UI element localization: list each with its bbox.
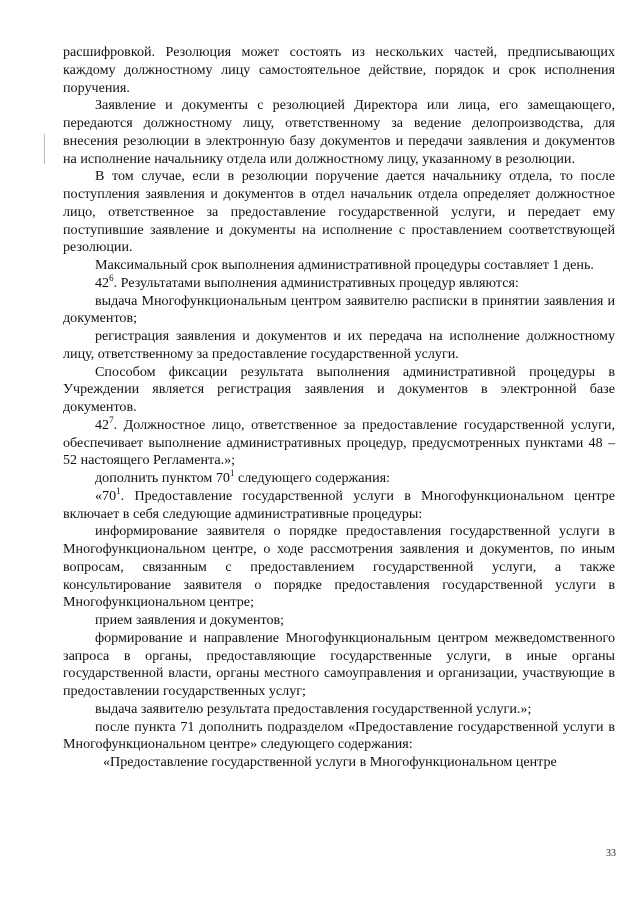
margin-mark: [44, 134, 45, 164]
paragraph-text: . Должностное лицо, ответственное за предоставление государственной услуги, обеспечивает выполнение административных процедур, предусмотренных пунктами 48 – 52 настоящего Регламента.»;: [63, 416, 615, 469]
superscript: 6: [109, 272, 114, 283]
paragraph-42-7: [63, 414, 615, 470]
paragraph: прием заявления и документов;: [95, 612, 285, 628]
paragraph: В том случае, если в резолюции поручение дается начальнику отдела, то после поступления заявления и документов в отдел начальник отдела определяет должностное лицо, ответственное за предоставление государственной услуги, и передает ему поступившие заявление и документы на исполнение с проставлением соответствующей резолюции.: [63, 168, 615, 256]
paragraph-add-70-1: [63, 470, 615, 488]
page-number: 33: [606, 848, 616, 859]
paragraph-prefix: 42: [95, 416, 110, 433]
paragraph: Заявление и документы с резолюцией Директора или лица, его замещающего, передаются должностному лицу, ответственному за ведение делопроизводства, для внесения резолюции в электронную базу документов и передачи заявления и документов на исполнение начальнику отдела или должностному лицу, указанному в резолюции.: [63, 97, 615, 167]
superscript: 1: [116, 485, 121, 496]
superscript: 7: [109, 414, 114, 425]
paragraph-prefix: «70: [95, 487, 117, 504]
paragraph: информирование заявителя о порядке предоставления государственной услуги в Многофункциональном центре, о ходе рассмотрения заявления и документов, по иным вопросам, связанным с предоставлением государственной услуги, а также консультирование заявителя о порядке предоставления государственной услуги в Многофункциональном центре;: [63, 523, 615, 611]
document-body: [63, 44, 615, 772]
paragraph-42-6: [63, 272, 615, 293]
paragraph: Максимальный срок выполнения административной процедуры составляет 1 день.: [95, 257, 594, 273]
paragraph: после пункта 71 дополнить подразделом «Предоставление государственной услуги в Многофункциональном центре» следующего содержания:: [63, 718, 615, 753]
paragraph-70-1: [63, 485, 615, 524]
paragraph-section-heading: «Предоставление государственной услуги в Многофункциональном центре: [103, 754, 557, 770]
paragraph-prefix: 42: [95, 274, 110, 291]
paragraph: выдача Многофункциональным центром заявителю расписки в принятии заявления и документов;: [63, 292, 615, 327]
paragraph: регистрация заявления и документов и их передача на исполнение должностному лицу, ответственному за предоставление государственной услуги.: [63, 328, 615, 362]
paragraph-text: . Результатами выполнения административных процедур являются:: [113, 274, 519, 291]
superscript: 1: [229, 468, 235, 478]
paragraph-prefix: дополнить пунктом 70: [95, 470, 230, 486]
paragraph-text: . Предоставление государственной услуги в Многофункциональном центре включает в себя следующие административные процедуры:: [63, 487, 615, 522]
paragraph: выдача заявителю результата предоставления государственной услуги.»;: [95, 700, 532, 717]
paragraph-text: следующего содержания:: [234, 470, 391, 486]
paragraph: Способом фиксации результата выполнения административной процедуры в Учреждении является регистрация заявления и документов в электронной базе документов.: [63, 363, 615, 415]
paragraph: расшифровкой. Резолюция может состоять из нескольких частей, предписывающих каждому должностному лицу самостоятельное действие, порядок и срок исполнения поручения.: [63, 44, 615, 96]
paragraph: формирование и направление Многофункциональным центром межведомственного запроса в органы, предоставляющие государственные услуги, в иные органы государственной власти, органы местного самоуправления и организации, участвующие в предоставлении государственных услуг;: [63, 629, 615, 699]
